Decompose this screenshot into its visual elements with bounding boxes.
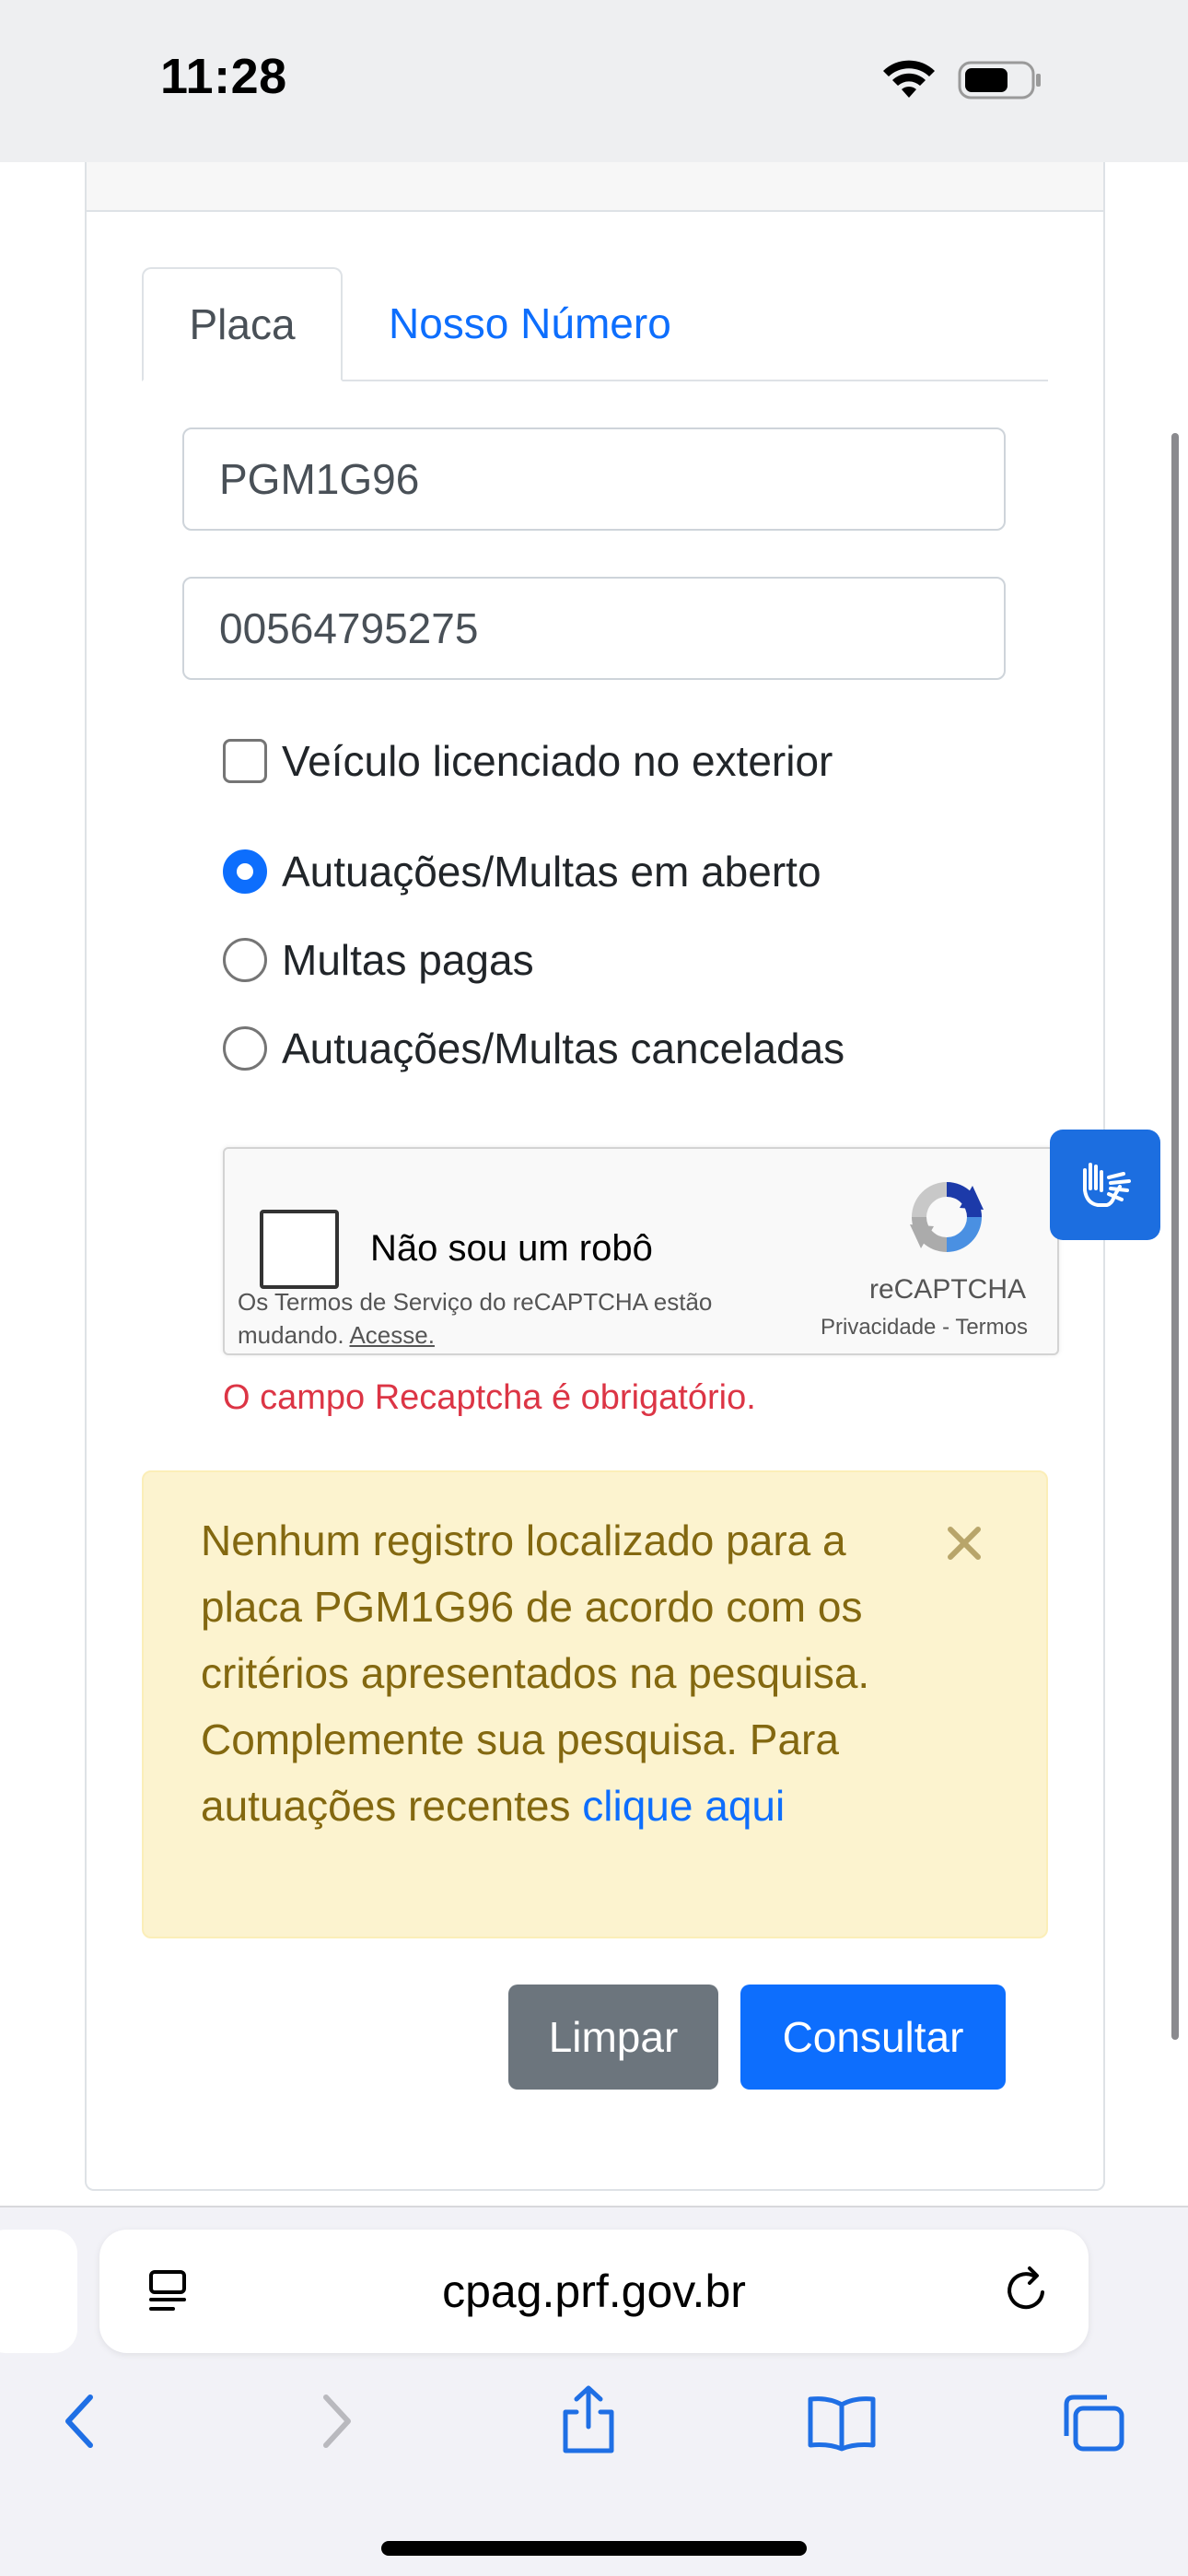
recaptcha-terms-text: Os Termos de Serviço do reCAPTCHA estão mudando. (238, 1288, 713, 1349)
foreign-vehicle-checkbox[interactable] (223, 739, 267, 783)
alert-message (201, 1507, 901, 1839)
status-time: 11:28 (160, 49, 287, 104)
recaptcha-privacy-link[interactable]: Privacidade (821, 1315, 937, 1340)
back-icon[interactable] (57, 2392, 103, 2451)
tabs-icon[interactable] (1061, 2392, 1127, 2454)
foreign-vehicle-label: Veículo licenciado no exterior (282, 737, 833, 785)
scrollbar-thumb[interactable] (1171, 433, 1179, 2040)
share-icon[interactable] (558, 2383, 619, 2456)
close-icon[interactable] (941, 1520, 987, 1566)
radio-pagas[interactable] (223, 938, 267, 982)
no-results-alert (142, 1470, 1048, 1938)
recaptcha-terms-short-link[interactable]: Termos (955, 1315, 1028, 1340)
radio-em-aberto[interactable] (223, 849, 267, 894)
clear-button[interactable]: Limpar (508, 1985, 718, 2090)
recaptcha-widget (223, 1147, 1059, 1355)
radio-canceladas[interactable] (223, 1026, 267, 1071)
libras-accessibility-button[interactable] (1050, 1130, 1160, 1240)
alert-message-text: Nenhum registro localizado para a placa PGM1G96 de acordo com os critérios apresentados na pesquisa. Complemente sua pesquisa. Para autuações recentes (201, 1516, 870, 1830)
tab-placa[interactable]: Placa (142, 267, 343, 381)
reload-icon[interactable] (1002, 2265, 1054, 2316)
bookmarks-icon[interactable] (805, 2394, 879, 2453)
submit-button[interactable]: Consultar (740, 1985, 1006, 2090)
radio-em-aberto-label: Autuações/Multas em aberto (282, 848, 821, 896)
renavam-input[interactable]: 00564795275 (182, 577, 1006, 680)
alert-link[interactable]: clique aqui (582, 1782, 786, 1830)
recaptcha-logo-icon (903, 1173, 991, 1261)
forward-icon[interactable] (313, 2392, 359, 2451)
previous-tab-pill[interactable] (0, 2230, 77, 2353)
reader-icon[interactable] (146, 2268, 190, 2314)
tab-nosso-numero[interactable]: Nosso Número (389, 299, 671, 347)
radio-option-canceladas[interactable] (223, 1021, 844, 1076)
status-bar (0, 0, 1188, 162)
recaptcha-links-separator: - (942, 1315, 950, 1340)
radio-option-pagas[interactable] (223, 932, 534, 988)
recaptcha-label: Não sou um robô (370, 1228, 653, 1269)
battery-icon (958, 61, 1042, 100)
radio-pagas-label: Multas pagas (282, 936, 534, 984)
recaptcha-brand: reCAPTCHA (868, 1274, 1026, 1305)
foreign-vehicle-option[interactable] (223, 733, 833, 789)
recaptcha-error-text: O campo Recaptcha é obrigatório. (223, 1378, 756, 1417)
recaptcha-links (225, 1315, 1061, 1341)
recaptcha-terms-link[interactable]: Acesse. (349, 1321, 435, 1349)
card-header (85, 162, 1105, 212)
radio-canceladas-label: Autuações/Multas canceladas (282, 1025, 845, 1072)
sign-language-icon (1070, 1150, 1140, 1220)
wifi-icon (879, 57, 938, 100)
radio-option-em-aberto[interactable] (223, 844, 821, 899)
url-text[interactable]: cpag.prf.gov.br (442, 2266, 746, 2317)
placa-input[interactable]: PGM1G96 (182, 427, 1006, 531)
home-indicator (381, 2541, 807, 2556)
